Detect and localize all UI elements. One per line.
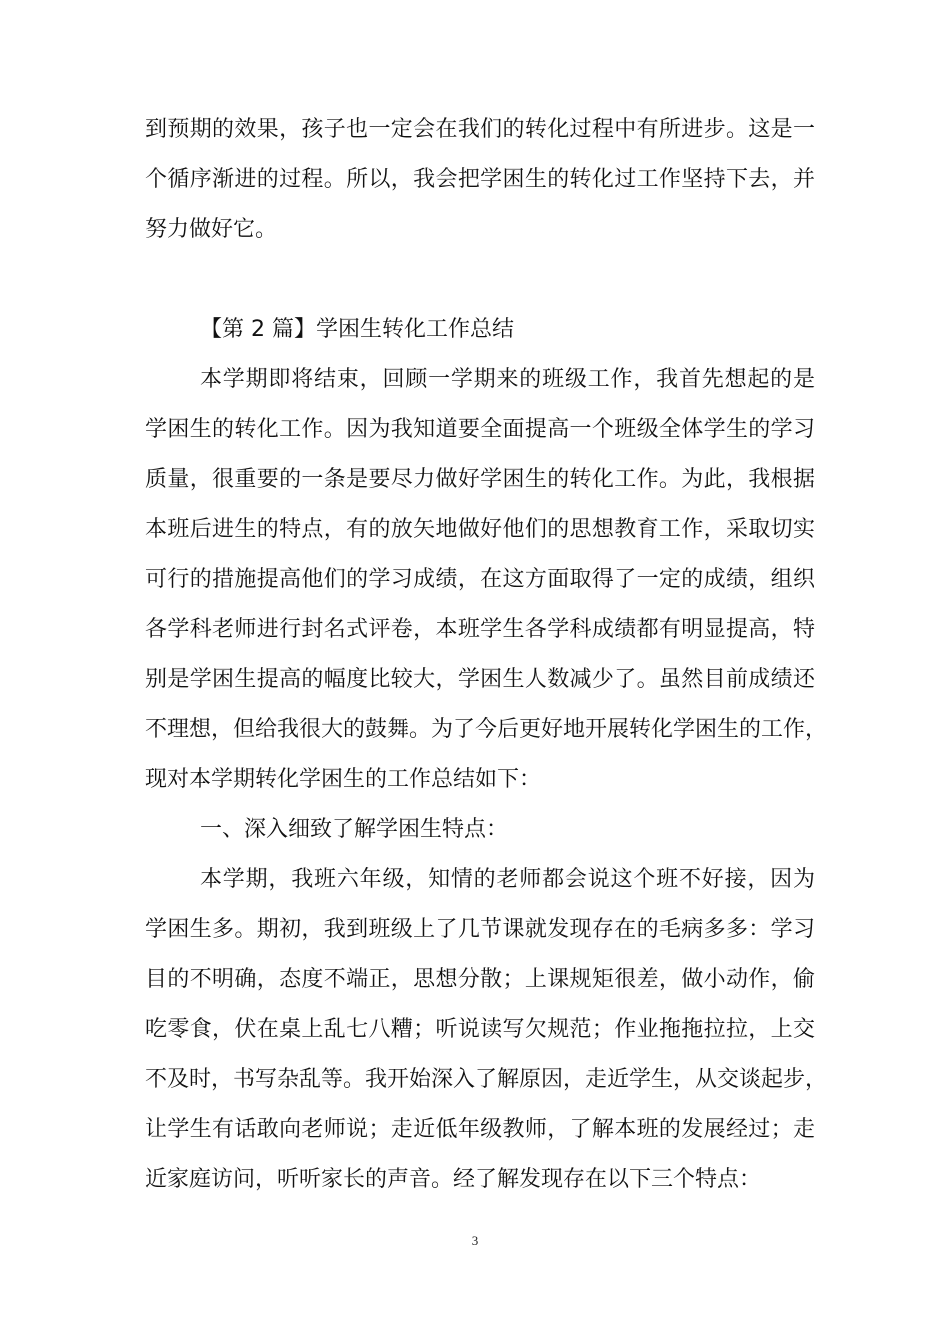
section-title: 【第 2 篇】学困生转化工作总结 (200, 317, 514, 342)
text-line: 现对本学期转化学困生的工作总结如下： (145, 767, 542, 792)
text-line: 别是学困生提高的幅度比较大，学困生人数减少了。虽然目前成绩还 (145, 667, 815, 692)
text-line: 质量，很重要的一条是要尽力做好学困生的转化工作。为此，我根据 (145, 467, 815, 492)
text-line: 努力做好它。 (145, 217, 278, 242)
text-line: 本学期，我班六年级，知情的老师都会说这个班不好接，因为 (200, 867, 815, 892)
text-line: 可行的措施提高他们的学习成绩，在这方面取得了一定的成绩，组织 (145, 567, 815, 592)
text-line: 目的不明确，态度不端正，思想分散；上课规矩很差，做小动作，偷 (145, 967, 815, 992)
text-line: 不理想，但给我很大的鼓舞。为了今后更好地开展转化学困生的工作， (145, 717, 828, 742)
text-line: 让学生有话敢向老师说；走近低年级教师，了解本班的发展经过；走 (145, 1117, 815, 1142)
text-line: 不及时，书写杂乱等。我开始深入了解原因，走近学生，从交谈起步， (145, 1067, 828, 1092)
text-line: 学困生的转化工作。因为我知道要全面提高一个班级全体学生的学习 (145, 417, 815, 442)
text-line: 本班后进生的特点，有的放矢地做好他们的思想教育工作，采取切实 (145, 517, 815, 542)
text-line: 到预期的效果，孩子也一定会在我们的转化过程中有所进步。这是一 (145, 117, 815, 142)
text-line: 各学科老师进行封名式评卷，本班学生各学科成绩都有明显提高，特 (145, 617, 815, 642)
text-line: 吃零食，伏在桌上乱七八糟；听说读写欠规范；作业拖拖拉拉，上交 (145, 1017, 815, 1042)
text-line: 个循序渐进的过程。所以，我会把学困生的转化过工作坚持下去，并 (145, 167, 815, 192)
text-line: 近家庭访问，听听家长的声音。经了解发现存在以下三个特点： (145, 1167, 762, 1192)
text-line: 本学期即将结束，回顾一学期来的班级工作，我首先想起的是 (200, 367, 815, 392)
subsection-heading: 一、深入细致了解学困生特点： (200, 817, 509, 842)
page-number: 3 (471, 1233, 479, 1248)
text-line: 学困生多。期初，我到班级上了几节课就发现存在的毛病多多：学习 (145, 917, 815, 942)
